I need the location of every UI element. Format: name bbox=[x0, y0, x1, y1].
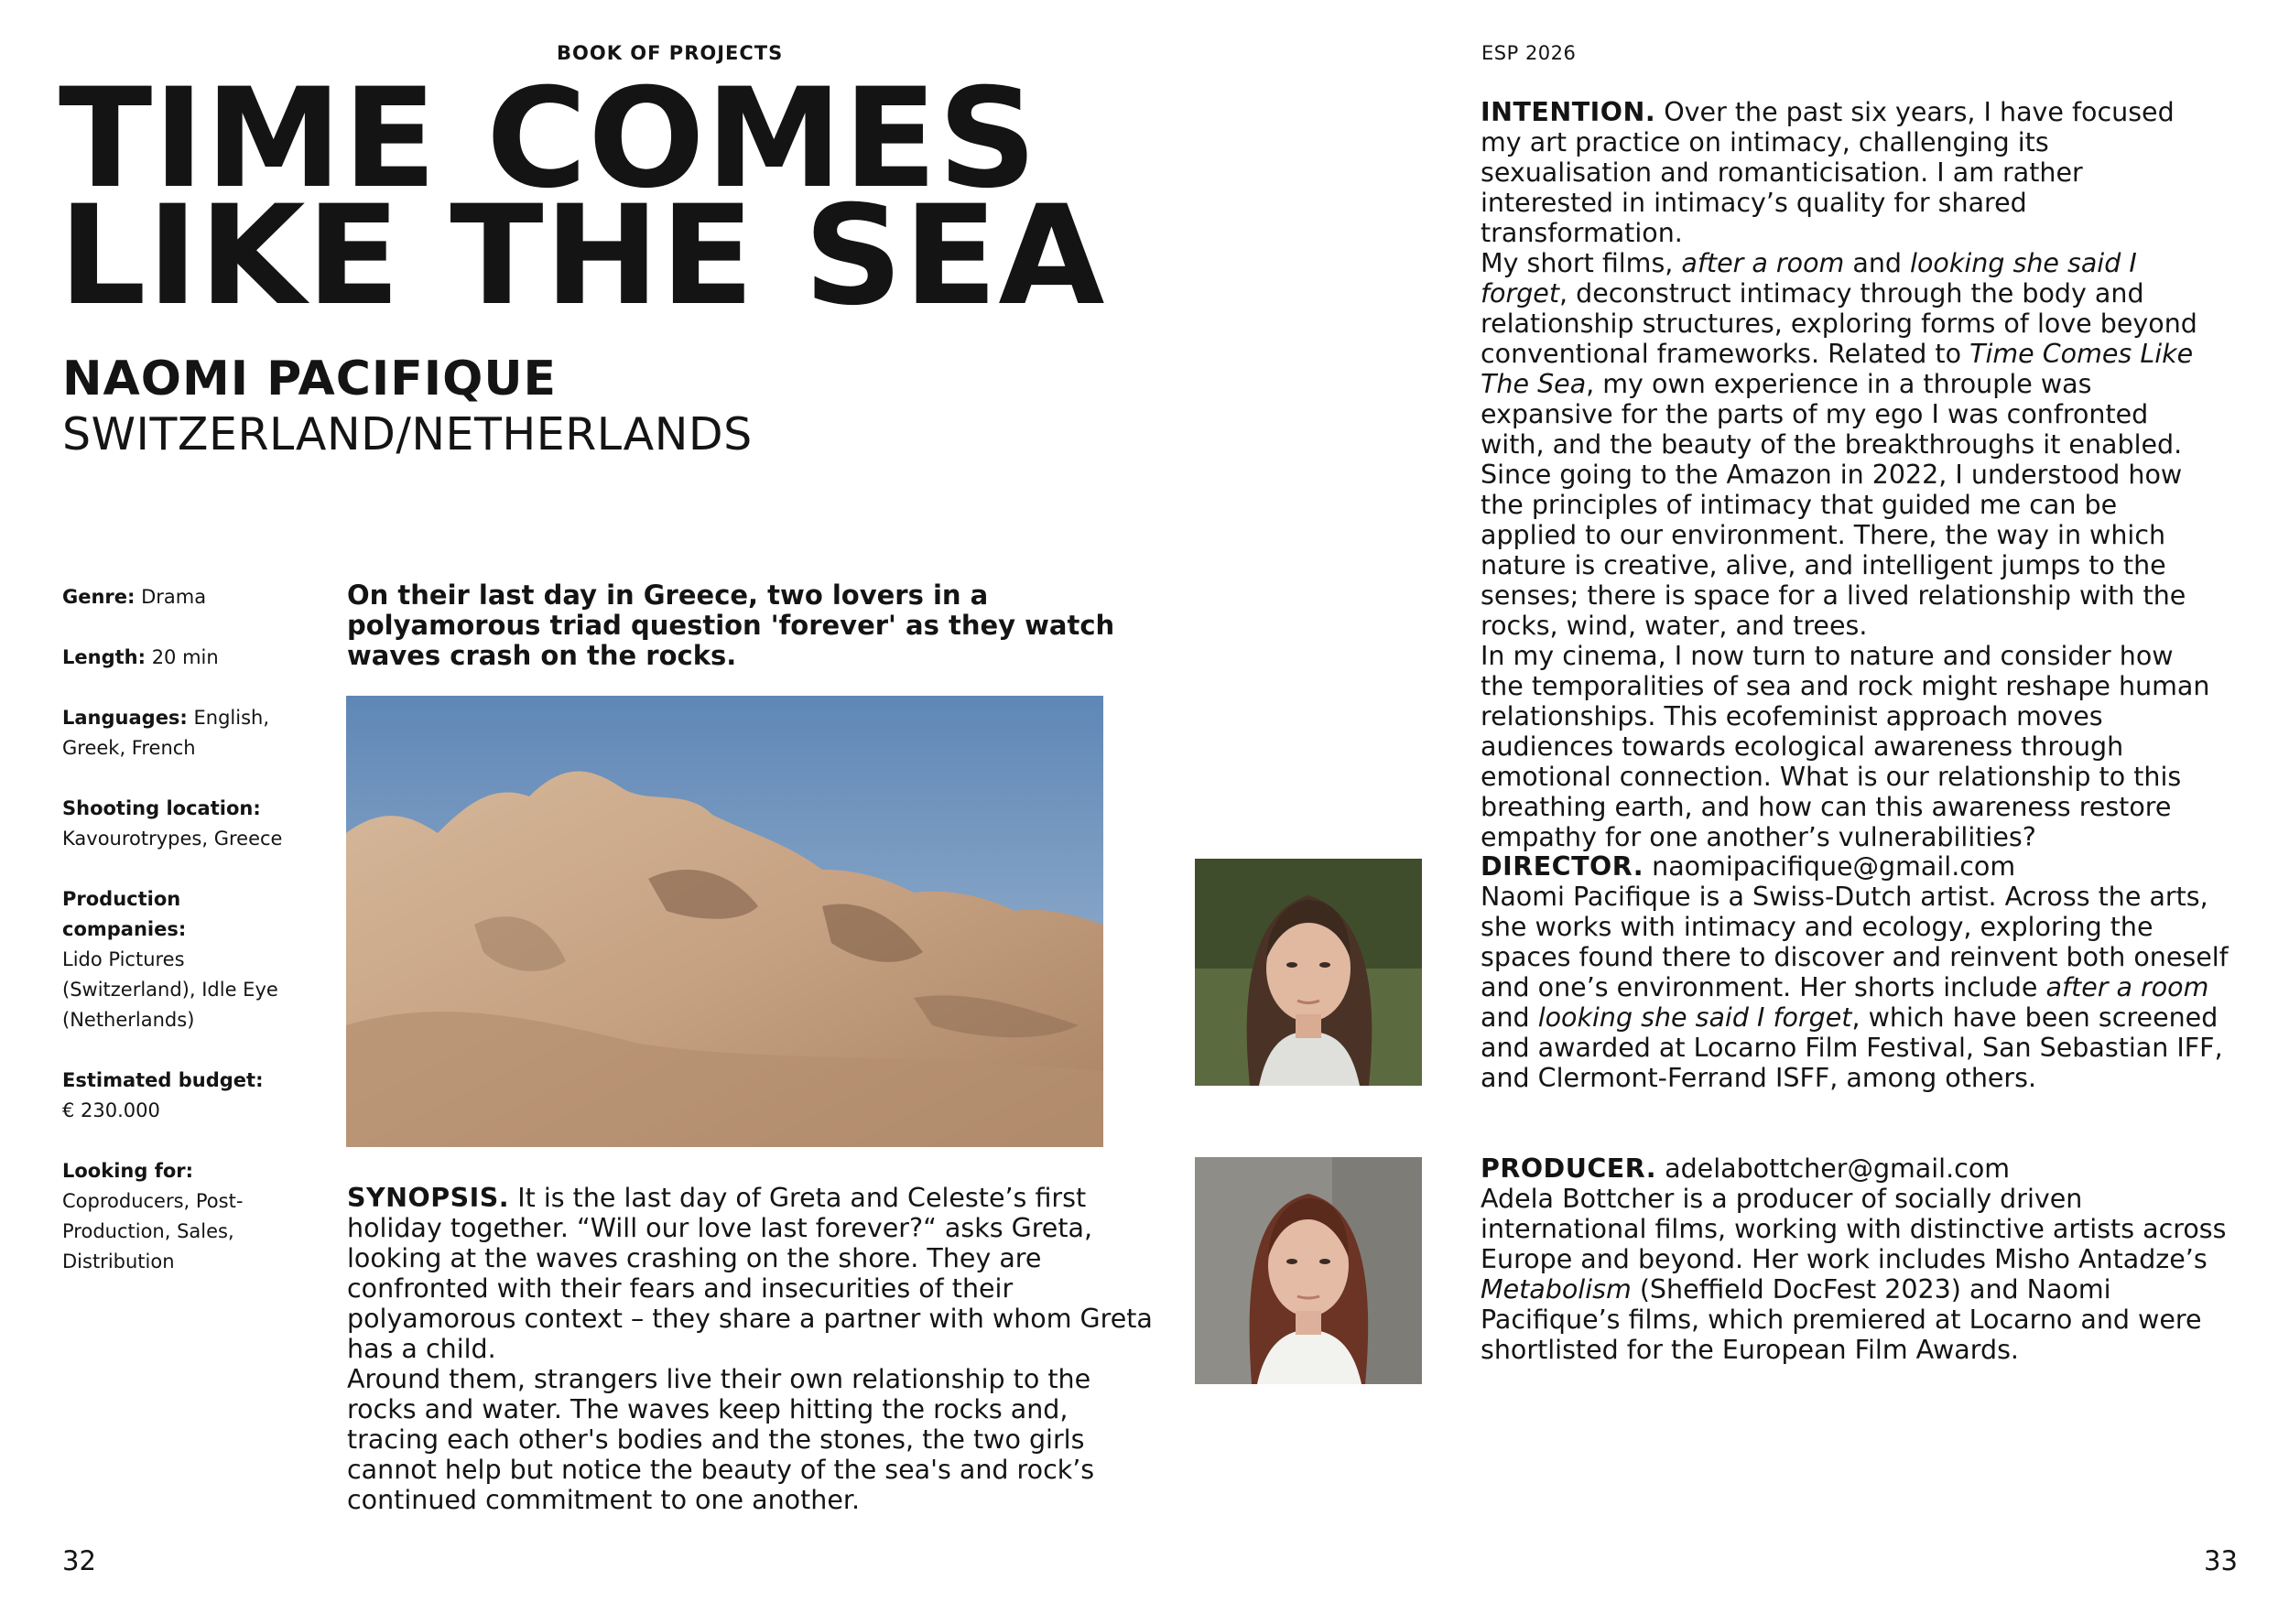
fact-genre bbox=[62, 582, 309, 612]
fact-value: Coproducers, Post-Production, Sales, Distribution bbox=[62, 1190, 244, 1272]
director-portrait-illustration bbox=[1195, 859, 1422, 1086]
intention-text: My short films, bbox=[1481, 248, 1674, 278]
production-country: SWITZERLAND/NETHERLANDS bbox=[62, 408, 753, 460]
film-title-after-a-room: after a room bbox=[2045, 972, 2209, 1002]
fact-estimated-budget bbox=[62, 1066, 309, 1126]
fact-label: Genre: bbox=[62, 586, 136, 608]
running-header-right: ESP 2026 bbox=[1481, 42, 1577, 64]
fact-shooting-location bbox=[62, 794, 309, 854]
fact-value: € 230.000 bbox=[62, 1099, 160, 1121]
fact-label: Shooting location: bbox=[62, 797, 261, 819]
producer-heading-line bbox=[1481, 1153, 2231, 1184]
producer-portrait-illustration bbox=[1195, 1157, 1422, 1384]
fact-label: Production companies: bbox=[62, 888, 187, 940]
producer-bio-part: (Sheffield DocFest 2023) and Naomi Pacifique’s films, which premiered at Locarno and were shortlisted for the European Film Awards. bbox=[1481, 1274, 2202, 1365]
director-bio-part: and bbox=[1481, 1002, 1530, 1033]
project-title-line-2: LIKE THE SEA bbox=[59, 177, 1106, 336]
intention bbox=[1481, 97, 2213, 852]
director-bio-part: Naomi Pacifique is a Swiss-Dutch artist. Across the arts, she works with intimacy and ecology, exploring the spaces found there to discover and reinvent both oneself and one’s environment. Her shorts include bbox=[1481, 882, 2229, 1002]
director-name: NAOMI PACIFIQUE bbox=[62, 352, 558, 406]
fact-looking-for bbox=[62, 1156, 309, 1277]
film-title-looking-she-said: looking she said I forget bbox=[1537, 1002, 1852, 1033]
film-title-looking-she-said: looking she said I forget bbox=[1481, 248, 2137, 309]
logline: On their last day in Greece, two lovers in a polyamorous triad question 'forever' as they watch waves crash on the rocks. bbox=[347, 579, 1115, 671]
page-number-left: 32 bbox=[62, 1545, 96, 1576]
producer-bio-part: Adela Bottcher is a producer of socially driven international films, working with distinctive artists across Europe and beyond. Her work includes Misho Antadze’s bbox=[1481, 1184, 2227, 1274]
director-bio bbox=[1481, 851, 2231, 1093]
producer-email: adelabottcher@gmail.com bbox=[1665, 1153, 2011, 1184]
intention-paragraph-4: In my cinema, I now turn to nature and consider how the temporalities of sea and rock might reshape human relationships. This ecofeminist approach moves audiences towards ecological awareness through emotional connection. What is our relationship to this breathing earth, and how can this awareness restore empathy for one another’s vulnerabilities? bbox=[1481, 641, 2210, 852]
film-still-rocks-image bbox=[346, 696, 1103, 1147]
director-bio-part: , which have been screened and awarded at Locarno Film Festival, San Sebastian IFF, and Clermont-Ferrand ISFF, among others. bbox=[1481, 1002, 2223, 1093]
project-facts bbox=[62, 582, 309, 1307]
producer-portrait-image bbox=[1195, 1157, 1422, 1384]
director-portrait-image bbox=[1195, 859, 1422, 1086]
director-heading-line bbox=[1481, 851, 2231, 882]
director-heading: DIRECTOR. bbox=[1481, 851, 1644, 882]
film-title-time-comes: Time Comes Like The Sea bbox=[1481, 339, 2194, 399]
intention-text: and bbox=[1852, 248, 1902, 278]
producer-bio bbox=[1481, 1153, 2231, 1365]
fact-value: 20 min bbox=[151, 646, 219, 668]
producer-heading: PRODUCER. bbox=[1481, 1153, 1657, 1184]
intention-text: , deconstruct intimacy through the body and relationship structures, exploring forms of love beyond conventional frameworks. Related to bbox=[1481, 278, 2197, 369]
film-title-metabolism: Metabolism bbox=[1481, 1274, 1632, 1305]
fact-label: Looking for: bbox=[62, 1160, 194, 1182]
synopsis-paragraph-2: Around them, strangers live their own relationship to the rocks and water. The waves keep hitting the rocks and, tracing each other's bodies and the stones, the two girls cannot help but notice the beauty of the sea's and rock’s continued commitment to one another. bbox=[347, 1364, 1095, 1515]
fact-languages bbox=[62, 703, 309, 763]
fact-value: Drama bbox=[141, 586, 207, 608]
fact-value: Lido Pictures (Switzerland), Idle Eye (Netherlands) bbox=[62, 948, 278, 1031]
synopsis-heading: SYNOPSIS. bbox=[347, 1183, 510, 1213]
page-number-right: 33 bbox=[2204, 1545, 2238, 1576]
synopsis-paragraph-1 bbox=[347, 1183, 1162, 1364]
fact-production-companies bbox=[62, 884, 309, 1035]
fact-length bbox=[62, 643, 309, 673]
running-header-left: BOOK OF PROJECTS bbox=[557, 42, 784, 64]
intention-text-1: Over the past six years, I have focused my art practice on intimacy, challenging its sexualisation and romanticisation. I am rather interested in intimacy’s quality for shared transformation. bbox=[1481, 97, 2175, 248]
fact-label: Estimated budget: bbox=[62, 1069, 264, 1091]
film-title-after-a-room: after a room bbox=[1681, 248, 1845, 278]
intention-paragraph-3: Since going to the Amazon in 2022, I understood how the principles of intimacy that guided me can be applied to our environment. There, the way in which nature is creative, alive, and intelligent jumps to the senses; there is space for a lived relationship with the rocks, wind, water, and trees. bbox=[1481, 460, 2186, 641]
project-title-line-1: TIME COMES bbox=[59, 60, 1038, 219]
fact-value: English, Greek, French bbox=[62, 707, 270, 759]
fact-value: Kavourotrypes, Greece bbox=[62, 828, 283, 850]
rock-landscape-illustration bbox=[346, 696, 1103, 1147]
project-title bbox=[59, 60, 1139, 336]
intention-paragraph-1 bbox=[1481, 97, 2213, 248]
intention-heading: INTENTION. bbox=[1481, 97, 1656, 127]
director-bio-text bbox=[1481, 882, 2231, 1093]
fact-label: Length: bbox=[62, 646, 146, 668]
intention-text: , my own experience in a throuple was expansive for the parts of my ego I was confronted with, and the beauty of the breakthroughs it enabled. bbox=[1481, 369, 2183, 460]
intention-paragraph-2 bbox=[1481, 248, 2213, 460]
fact-label: Languages: bbox=[62, 707, 188, 729]
producer-bio-text bbox=[1481, 1184, 2231, 1365]
director-email: naomipacifique@gmail.com bbox=[1652, 851, 2016, 882]
synopsis-text-1: It is the last day of Greta and Celeste’s first holiday together. “Will our love last forever?“ asks Greta, looking at the waves crashing on the shore. They are confronted with their fears and insecurities of their polyamorous context – they share a partner with whom Greta has a child. bbox=[347, 1183, 1153, 1364]
synopsis bbox=[347, 1183, 1162, 1515]
